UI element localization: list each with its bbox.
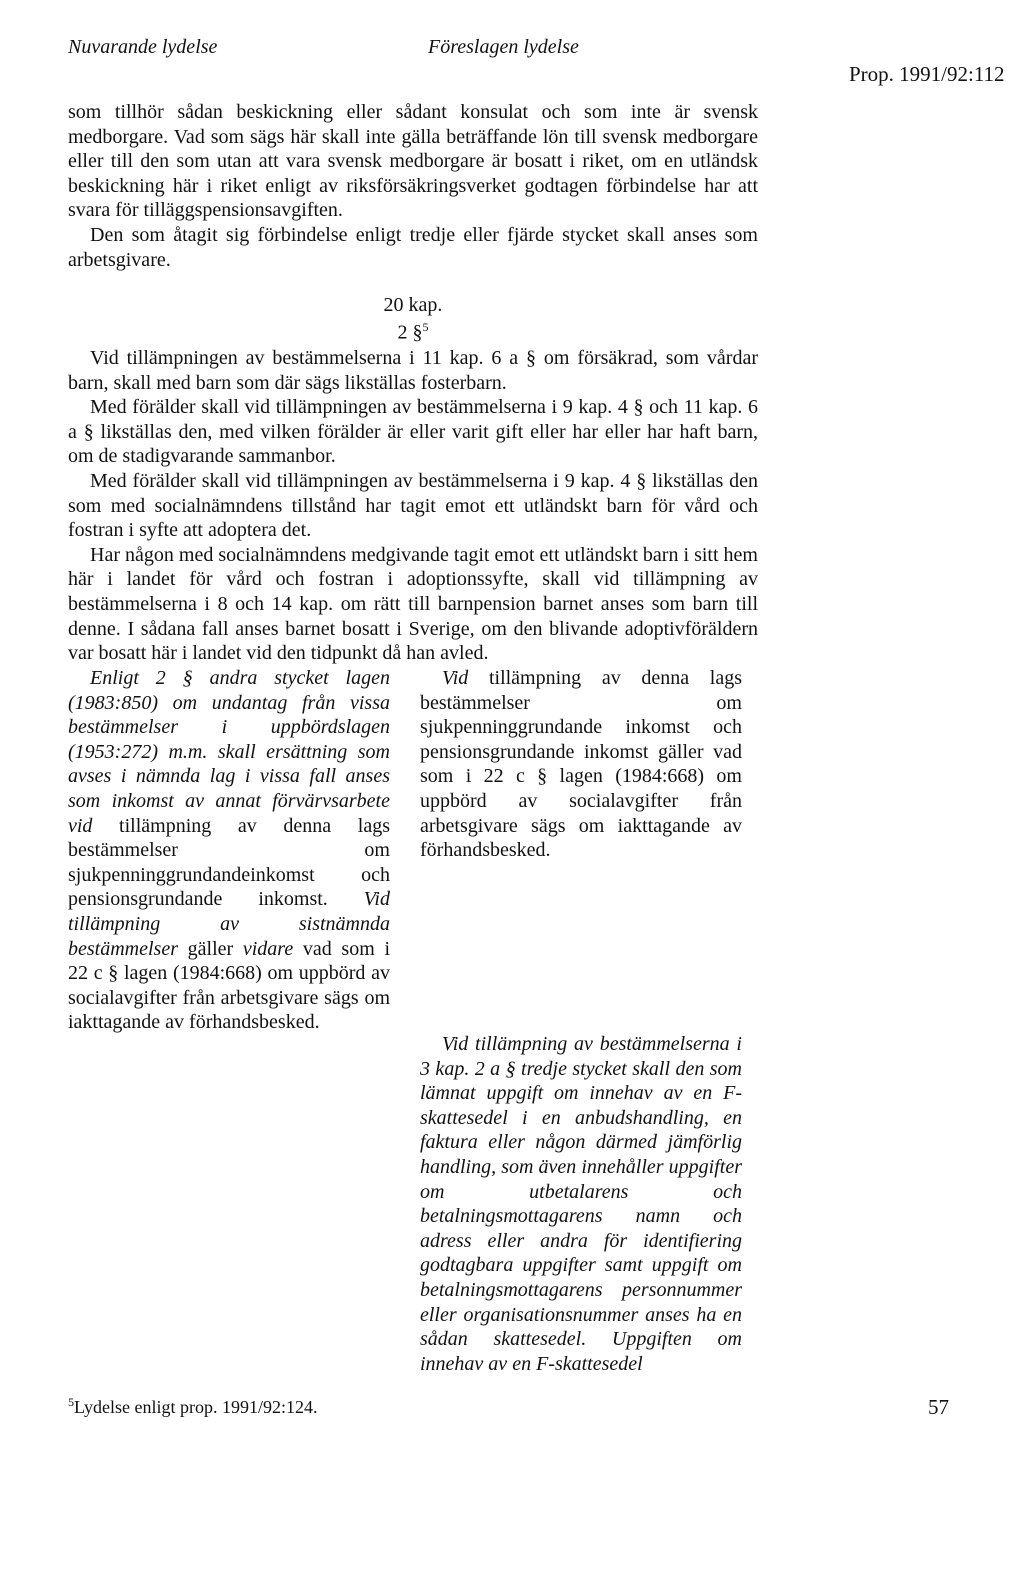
chapter-paragraph-3: Med förälder skall vid tillämpningen av bestämmelserna i 9 kap. 4 § likställas den som med socialnämndens tillstånd har tagit emot ett utländskt barn för vård och fostran i syfte att adoptera det. — [68, 469, 758, 542]
intro-paragraph-2: Den som åtagit sig förbindelse enligt tredje eller fjärde stycket skall anses som arbetsgivare. — [68, 223, 758, 271]
proposition-number: Prop. 1991/92:112 — [849, 62, 1005, 86]
page-number: 57 — [928, 1395, 949, 1419]
chapter-paragraph-4: Har någon med socialnämndens medgivande tagit emot ett utländskt barn i sitt hem här i landet för vård och fostran i adoptionssyfte, skall vid tillämpning av bestämmelserna i 8 och 14 kap. om rätt till barnpension barnet anses som barn till denne. I sådana fall anses barnet bosatt i Sverige, om den blivande adoptivföräldern var bosatt här i landet vid den tidpunkt då han avled. — [68, 543, 758, 665]
proposed-wording-column — [420, 666, 742, 863]
current-wording-column — [68, 666, 390, 1035]
chapter-text — [68, 346, 758, 666]
footnote — [68, 1395, 317, 1418]
chapter-heading: 20 kap. — [383, 294, 443, 316]
proposed-wording-paragraph-2: Vid tillämpning av bestämmelserna i 3 kap. 2 a § tredje stycket skall den som lämnat uppgift om innehav av en F-skattesedel i en anbudshandling, en faktura eller någon därmed jämförlig handling, som även innehåller uppgifter om utbetalarens och betalningsmottagarens namn och adress eller andra för identifiering godtagbara uppgifter samt uppgift om betalningsmottagarens personnummer eller organisationsnummer anses ha en sådan skattesedel. Uppgiften om innehav av en F-skattesedel — [420, 1033, 742, 1375]
proposed-wording-paragraph-1: Vid tillämpning av denna lags bestämmelser om sjukpenninggrundande inkomst och pensionsgrundande inkomst gäller vad som i 22 c § lagen (1984:668) om uppbörd av socialavgifter från arbetsgivare sägs om iakttagande av förhandsbesked. — [420, 667, 742, 862]
chapter-paragraph-2: Med förälder skall vid tillämpningen av bestämmelserna i 9 kap. 4 § och 11 kap. 6 a § likställas den, med vilken förälder är eller varit gift eller har eller har haft barn, om de stadigvarande sammanbor. — [68, 396, 758, 468]
header-current-wording: Nuvarande lydelse — [68, 36, 218, 58]
header-proposed-wording: Föreslagen lydelse — [428, 36, 579, 58]
intro-paragraph-1: som tillhör sådan beskickning eller sådant konsulat och som inte är svensk medborgare. Vad som sägs här skall inte gälla beträffande lön till svensk medborgare eller till den som utan att vara svensk medborgare är bosatt i riket, om en utländsk beskickning här i riket enligt av riksförsäkringsverket godtagen förbindelse har att svara för tilläggspensionsavgiften. — [68, 101, 758, 222]
proposed-wording-new-text — [420, 1032, 742, 1376]
chapter-paragraph-1: Vid tillämpningen av bestämmelserna i 11 kap. 6 a § om försäkrad, som vårdar barn, skall med barn som där sägs likställas fosterbarn. — [68, 347, 758, 394]
intro-text — [68, 100, 758, 272]
footnote-mark: 5 — [68, 1395, 74, 1409]
current-wording-paragraph: Enligt 2 § andra stycket lagen (1983:850) om undantag från vissa bestämmelser i uppbördslagen (1953:272) m.m. skall ersättning som avses i nämnda lag i vissa fall anses som inkomst av annat förvärvsarbete vid tillämpning av denna lags bestämmelser om sjukpenninggrundandeinkomst och pensionsgrundande inkomst. Vid tillämpning av sistnämnda bestämmelser gäller vidare vad som i 22 c § lagen (1984:668) om uppbörd av socialavgifter från arbetsgivare sägs om iakttagande av förhandsbesked. — [68, 667, 390, 1034]
section-label: 2 § — [397, 321, 423, 344]
footnote-text: Lydelse enligt prop. 1991/92:124. — [74, 1397, 318, 1417]
footnote-reference: 5 — [422, 320, 429, 334]
section-heading — [68, 320, 758, 345]
